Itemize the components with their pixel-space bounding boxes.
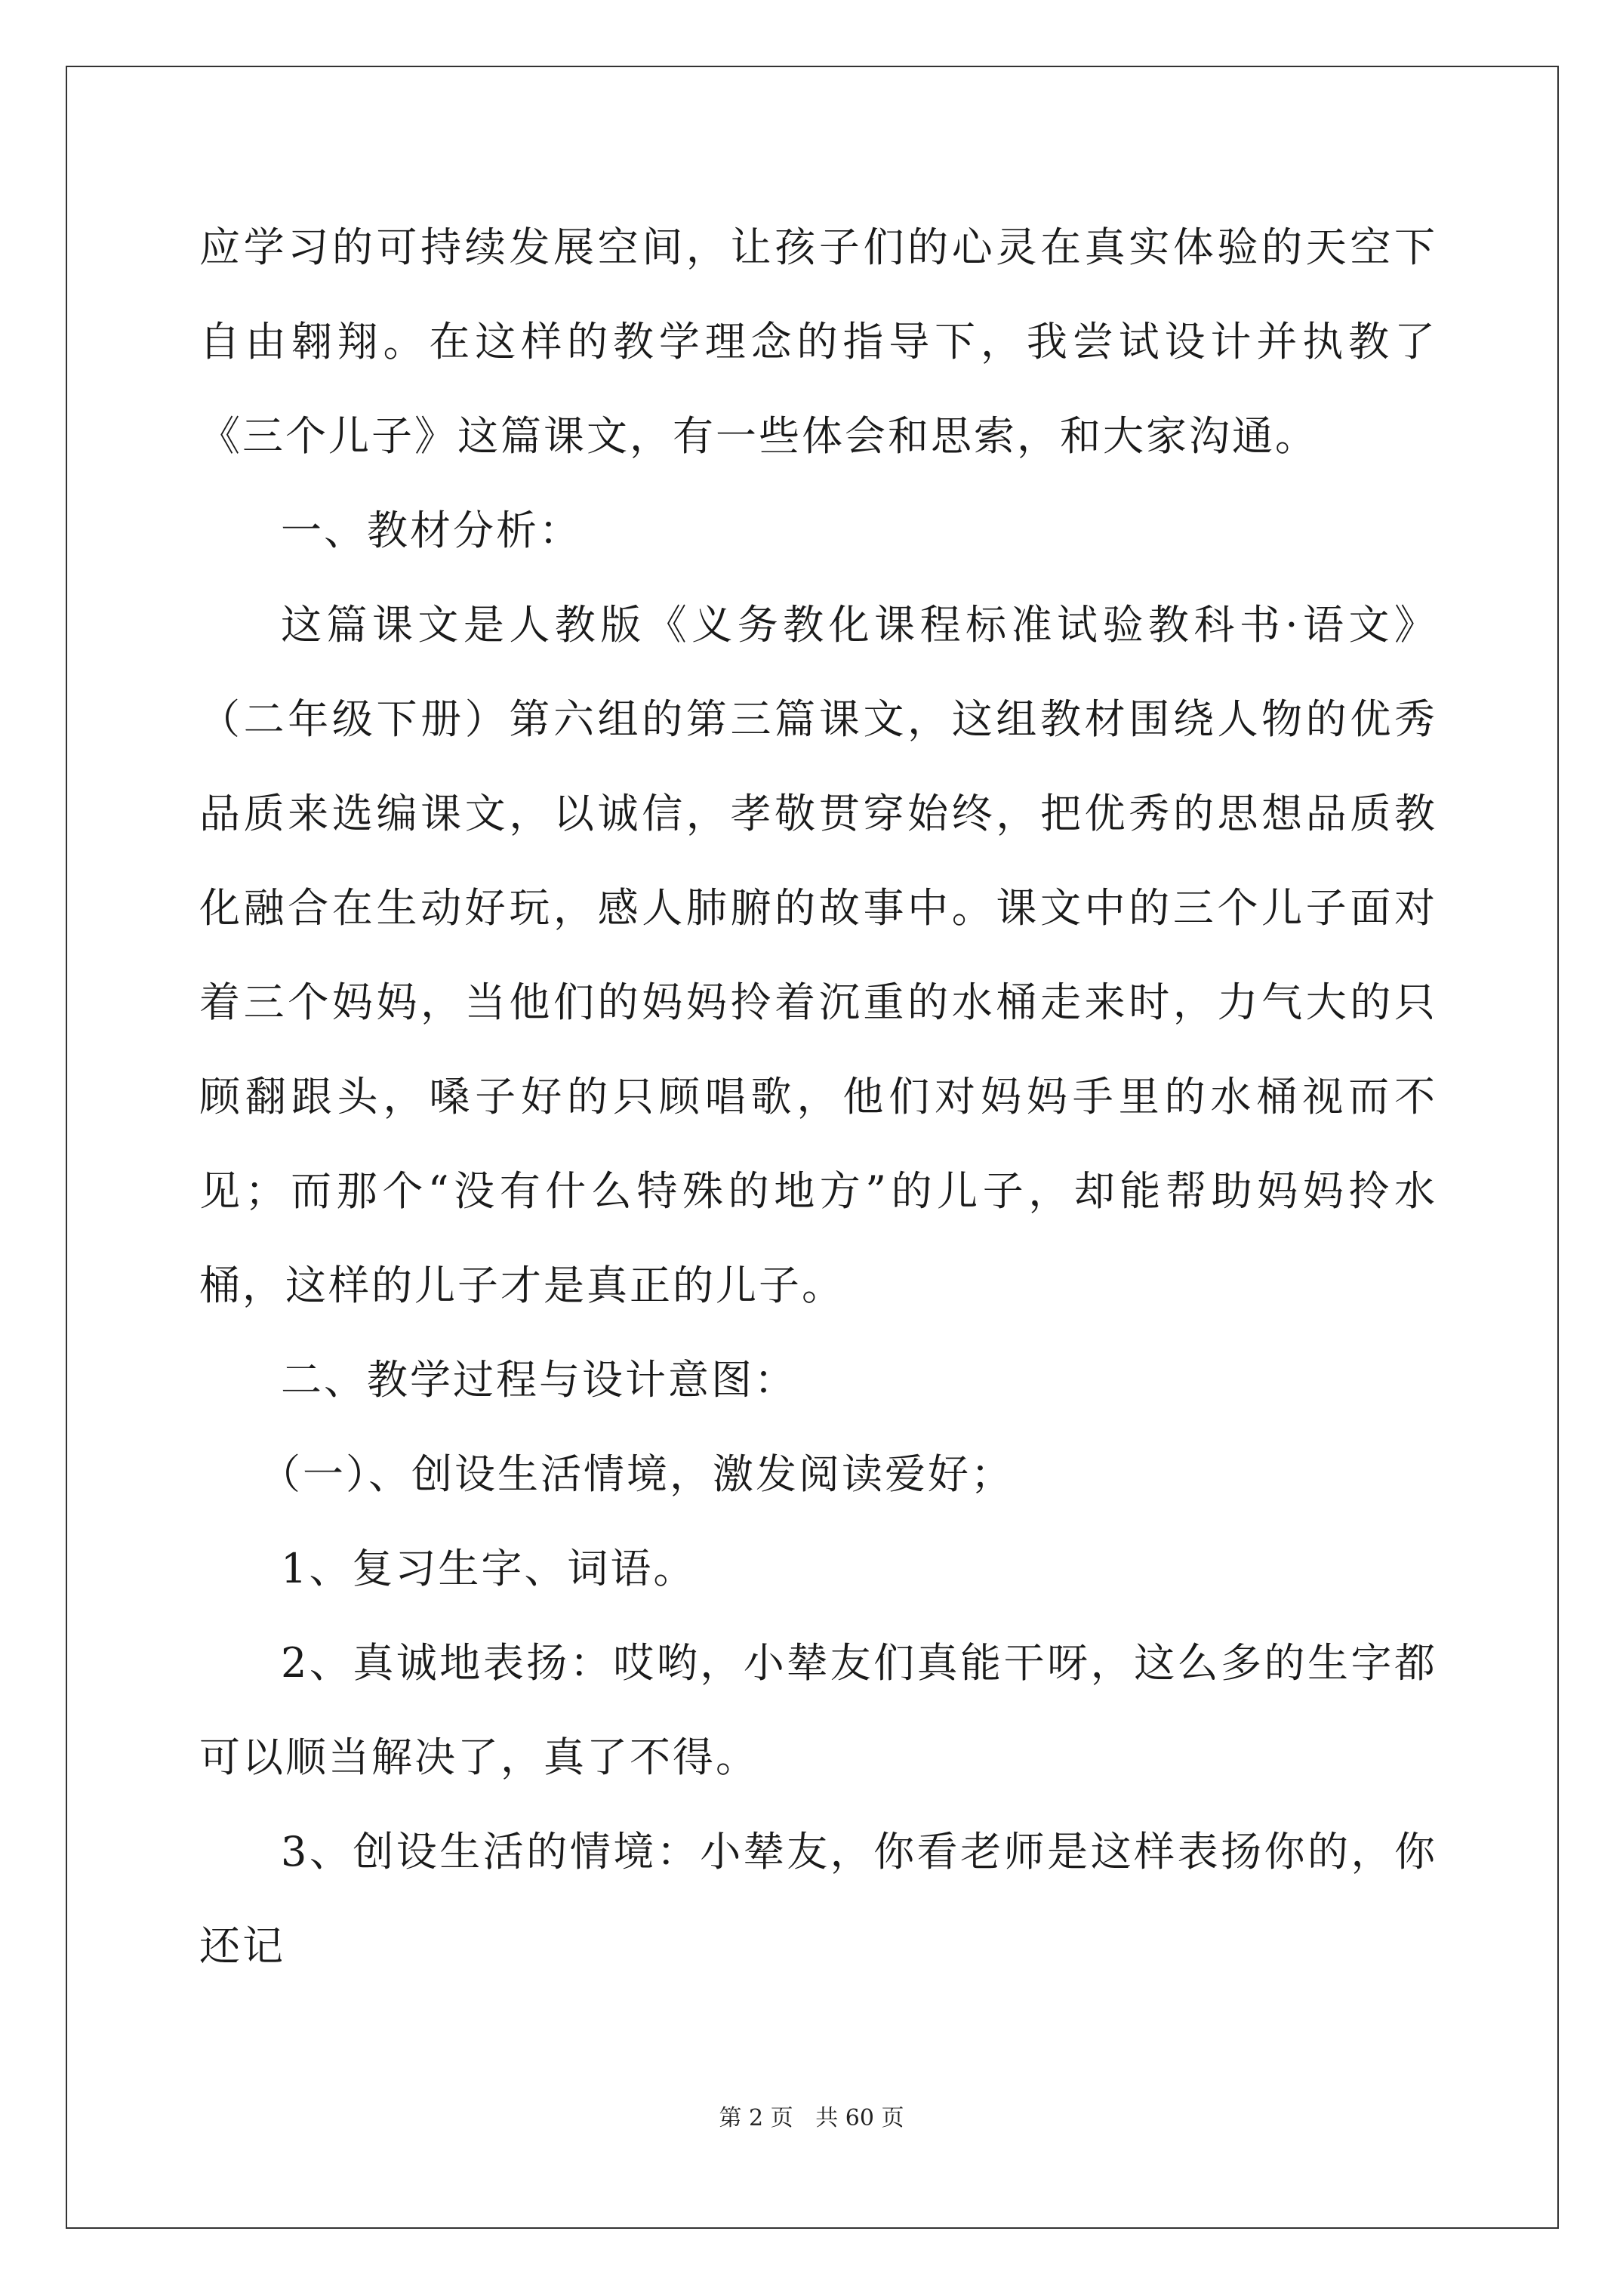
paragraph-continuation: 应学习的可持续发展空间，让孩子们的心灵在真实体验的天空下自由翱翔。在这样的教学理念的指导下，我尝试设计并执教了《三个儿子》这篇课文，有一些体会和思索，和大家沟通。 bbox=[199, 223, 1437, 460]
page-number: 第 2 页 bbox=[719, 2105, 793, 2131]
section-heading-teaching-process: 二、教学过程与设计意图： bbox=[281, 1356, 797, 1404]
list-item-situation: 3、创设生活的情境：小辇友，你看老师是这样表扬你的，你还记 bbox=[199, 1828, 1437, 1970]
document-body bbox=[199, 200, 1437, 1993]
subsection-heading-create-situation: （一）、创设生活情境，激发阅读爱好； bbox=[260, 1450, 1014, 1498]
section-heading-teaching-material: 一、教材分析： bbox=[281, 507, 582, 554]
page-total: 共 60 页 bbox=[815, 2105, 904, 2131]
list-item-praise: 2、真诚地表扬：哎哟，小辇友们真能干呀，这么多的生字都可以顺当解决了，真了不得。 bbox=[199, 1639, 1437, 1781]
page-footer bbox=[0, 2099, 1623, 2132]
list-item-review: 1、复习生字、词语。 bbox=[281, 1545, 697, 1592]
paragraph-material-analysis: 这篇课文是人教版《义务教化课程标准试验教科书·语文》（二年级下册）第六组的第三篇课文，这组教材围绕人物的优秀品质来选编课文，以诚信，孝敬贯穿始终，把优秀的思想品质教化融合在生动好玩，感人肺腑的故事中。课文中的三个儿子面对着三个妈妈，当他们的妈妈拎着沉重的水桶走来时，力气大的只顾翻跟头，嗓子好的只顾唱歌，他们对妈妈手里的水桶视而不见；而那个“没有什么特殊的地方”的儿子，却能帮助妈妈拎水桶，这样的儿子才是真正的儿子。 bbox=[199, 601, 1437, 1309]
